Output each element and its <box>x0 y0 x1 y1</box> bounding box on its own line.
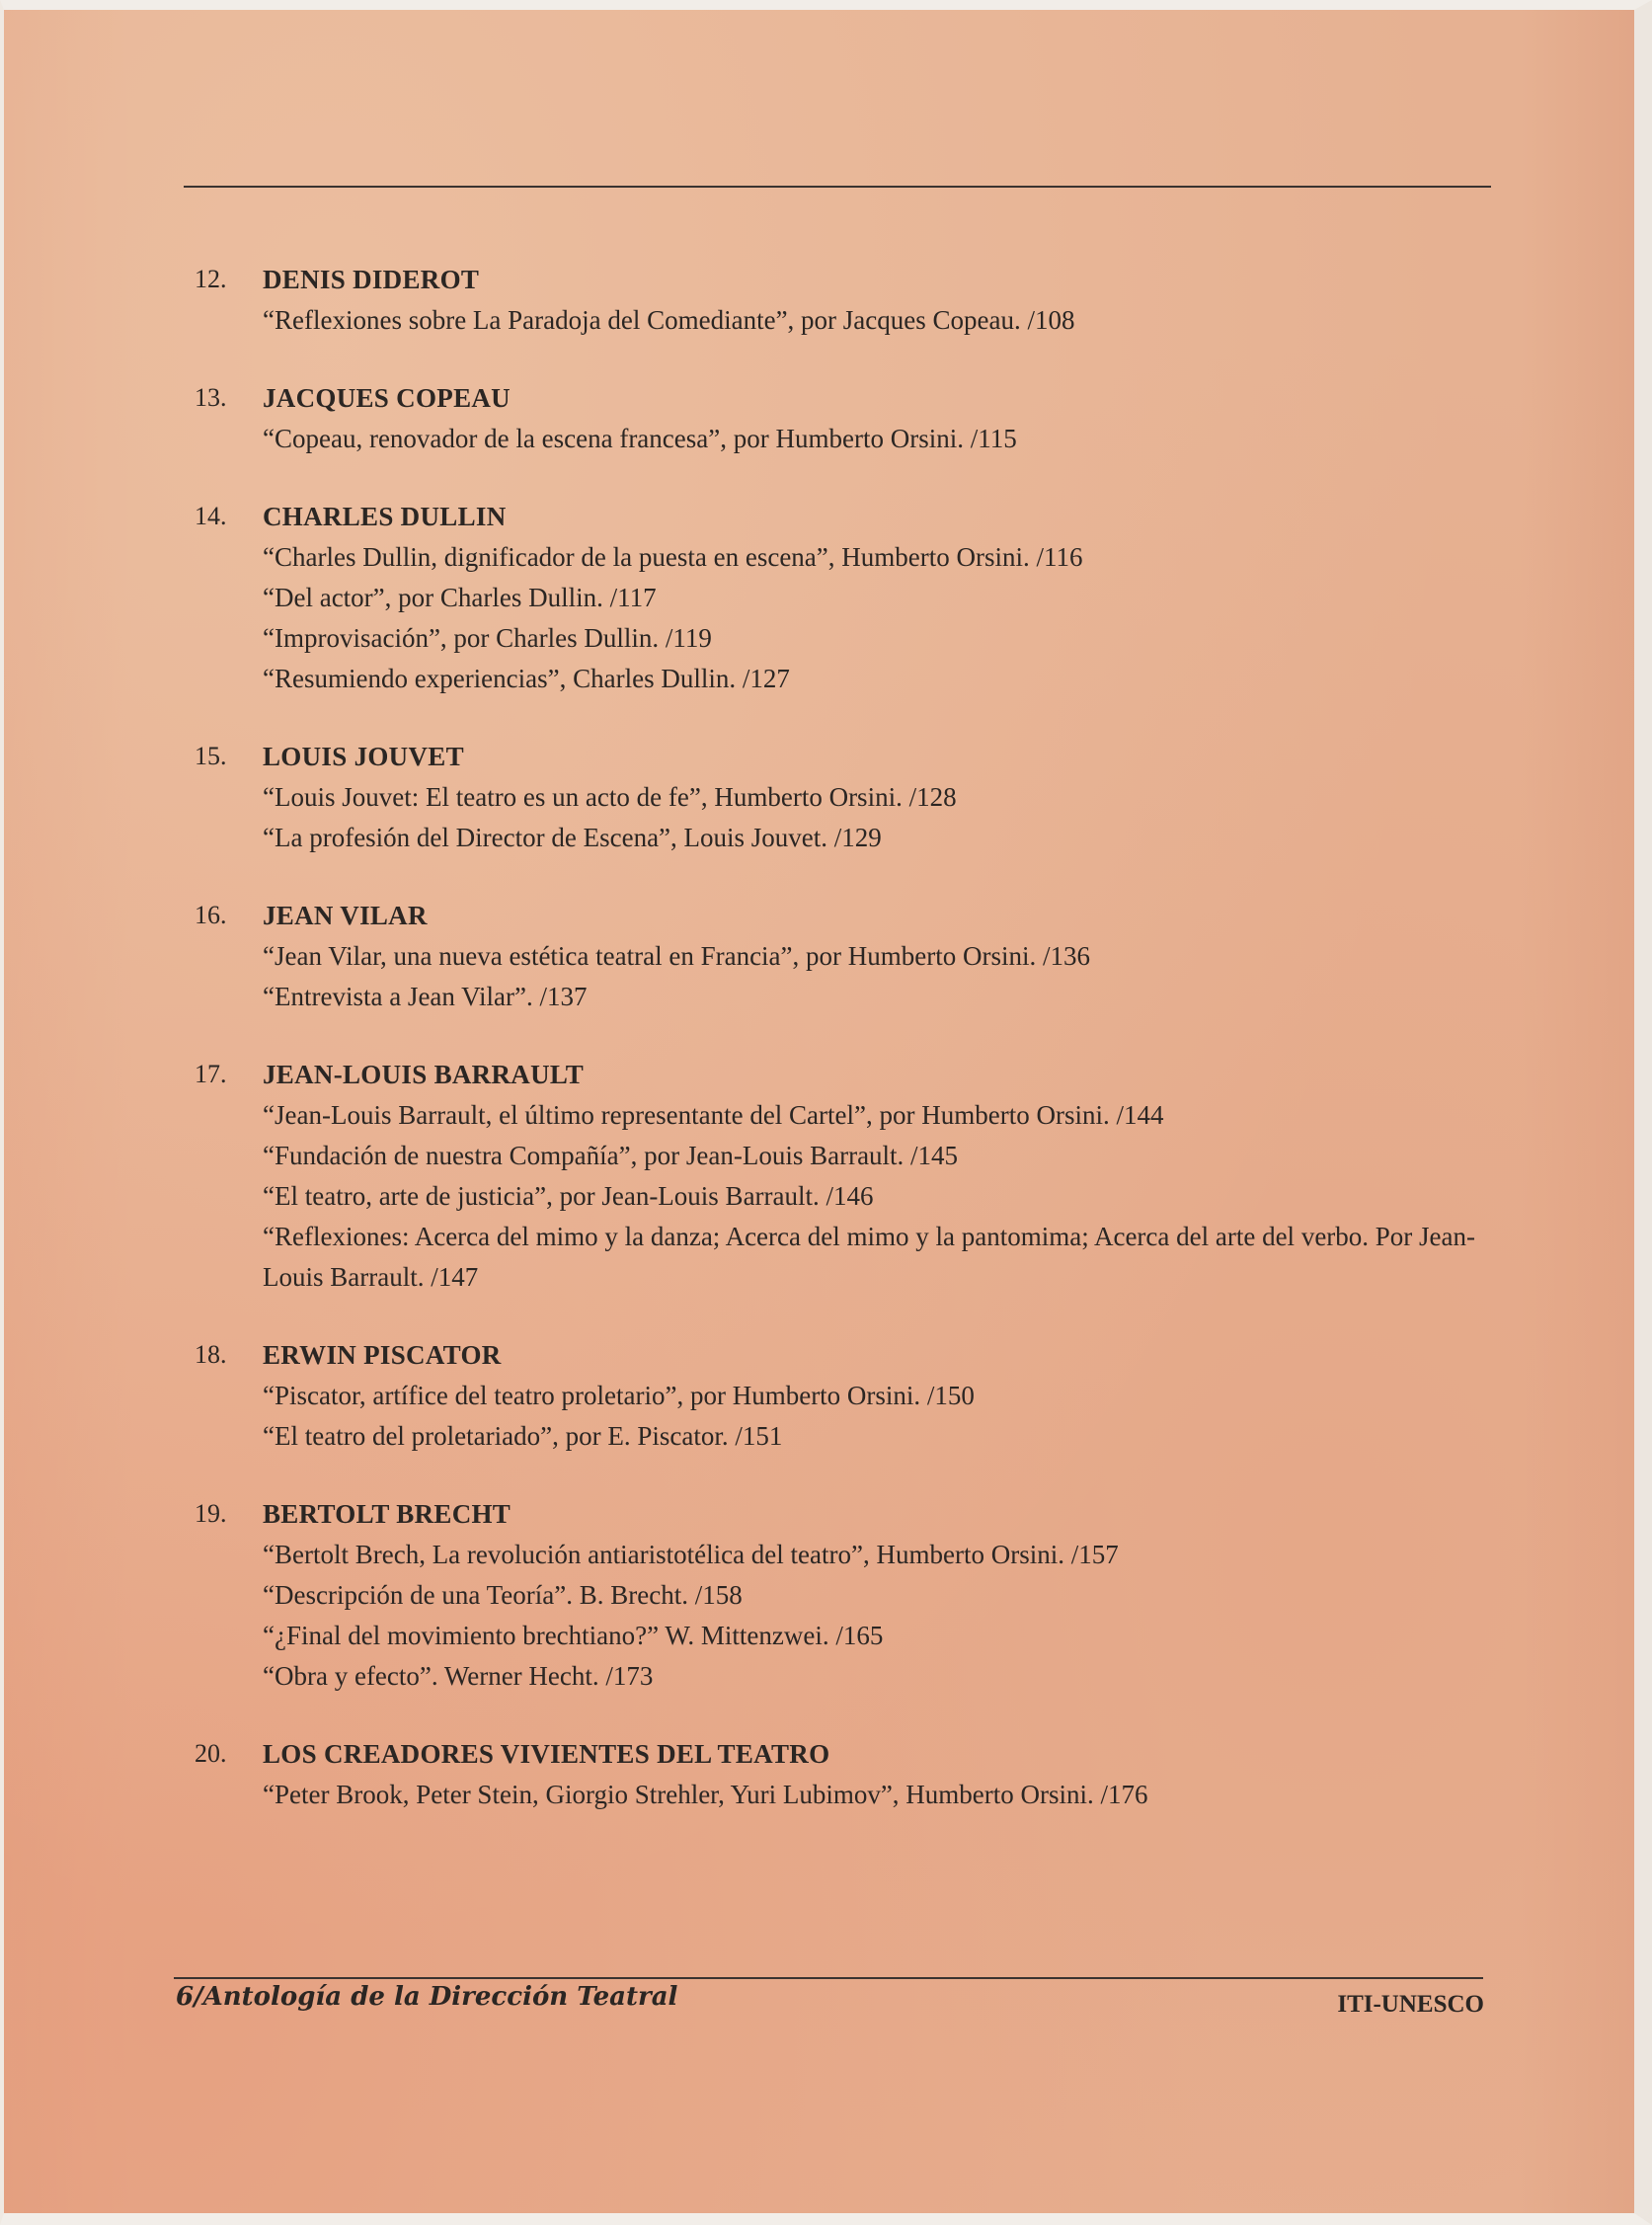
toc-entry-heading <box>0 895 1652 936</box>
toc-entry <box>0 736 1652 858</box>
entry-author-name: DENIS DIDEROT <box>263 265 480 294</box>
entry-author-name: CHARLES DULLIN <box>263 502 507 531</box>
entry-author-name: JEAN VILAR <box>263 901 428 930</box>
entry-article: “Del actor”, por Charles Dullin. /117 <box>263 583 657 612</box>
entry-author-name: JEAN-LOUIS BARRAULT <box>263 1060 585 1089</box>
entry-article: “La profesión del Director de Escena”, Louis Jouvet. /129 <box>263 823 882 852</box>
entry-article: “Bertolt Brech, La revolución antiaristotélica del teatro”, Humberto Orsini. /157 <box>263 1540 1119 1569</box>
toc-entry-heading <box>0 736 1652 777</box>
entry-article: “Jean-Louis Barrault, el último representante del Cartel”, por Humberto Orsini. /144 <box>263 1100 1164 1130</box>
entry-article: “Charles Dullin, dignificador de la puesta en escena”, Humberto Orsini. /116 <box>263 542 1083 572</box>
toc-entry <box>0 1493 1652 1697</box>
entry-article: “El teatro del proletariado”, por E. Piscator. /151 <box>263 1421 783 1451</box>
entry-article: “Reflexiones sobre La Paradoja del Comediante”, por Jacques Copeau. /108 <box>263 305 1075 335</box>
entry-article: “Piscator, artífice del teatro proletario”, por Humberto Orsini. /150 <box>263 1381 975 1410</box>
entry-article: “El teatro, arte de justicia”, por Jean-Louis Barrault. /146 <box>263 1181 874 1211</box>
toc-entry <box>0 895 1652 1017</box>
toc-entry <box>0 377 1652 459</box>
entry-number: 20. <box>195 1739 227 1768</box>
entry-article: “Peter Brook, Peter Stein, Giorgio Strehler, Yuri Lubimov”, Humberto Orsini. /176 <box>263 1780 1148 1809</box>
entry-article: “¿Final del movimiento brechtiano?” W. Mittenzwei. /165 <box>263 1621 884 1650</box>
toc-entry-heading <box>0 377 1652 419</box>
toc-entry <box>0 1334 1652 1457</box>
entry-author-name: ERWIN PISCATOR <box>263 1340 502 1370</box>
footer-book-title: 6/Antología de la Dirección Teatral <box>176 1982 678 2012</box>
entry-article: “Entrevista a Jean Vilar”. /137 <box>263 982 588 1011</box>
entry-number: 16. <box>195 901 227 929</box>
top-rule <box>184 186 1491 188</box>
toc-entry <box>0 1733 1652 1815</box>
toc-entry <box>0 259 1652 341</box>
entry-number: 12. <box>195 265 227 293</box>
toc-entry-heading <box>0 1733 1652 1775</box>
toc-entry-heading <box>0 496 1652 537</box>
entry-article: “Reflexiones: Acerca del mimo y la danza; Acerca del mimo y la pantomima; Acerca del arte del verbo. Por Jean-Louis Barrault. /147 <box>263 1222 1476 1292</box>
entry-article: “Jean Vilar, una nueva estética teatral en Francia”, por Humberto Orsini. /136 <box>263 941 1090 971</box>
entry-number: 14. <box>195 502 227 530</box>
entry-number: 18. <box>195 1340 227 1369</box>
entry-number: 15. <box>195 742 227 770</box>
entry-article: “Copeau, renovador de la escena francesa”, por Humberto Orsini. /115 <box>263 424 1017 453</box>
entry-number: 17. <box>195 1060 227 1088</box>
table-of-contents <box>0 259 1652 1852</box>
entry-article: “Louis Jouvet: El teatro es un acto de fe”, Humberto Orsini. /128 <box>263 782 957 812</box>
toc-entry-heading <box>0 259 1652 300</box>
entry-author-name: LOUIS JOUVET <box>263 742 464 771</box>
toc-entry <box>0 1054 1652 1298</box>
toc-entry-heading <box>0 1493 1652 1535</box>
entry-author-name: LOS CREADORES VIVIENTES DEL TEATRO <box>263 1739 830 1769</box>
entry-number: 19. <box>195 1499 227 1528</box>
entry-author-name: BERTOLT BRECHT <box>263 1499 511 1529</box>
entry-author-name: JACQUES COPEAU <box>263 383 511 413</box>
entry-article: “Improvisación”, por Charles Dullin. /119 <box>263 623 712 653</box>
toc-entry <box>0 496 1652 699</box>
toc-entry-heading <box>0 1334 1652 1376</box>
entry-number: 13. <box>195 383 227 412</box>
entry-article: “Fundación de nuestra Compañía”, por Jean-Louis Barrault. /145 <box>263 1141 959 1170</box>
toc-entry-heading <box>0 1054 1652 1095</box>
entry-article: “Descripción de una Teoría”. B. Brecht. /158 <box>263 1580 743 1610</box>
entry-article: “Resumiendo experiencias”, Charles Dullin. /127 <box>263 664 790 693</box>
footer-publisher: ITI-UNESCO <box>1337 1991 1484 2018</box>
entry-article: “Obra y efecto”. Werner Hecht. /173 <box>263 1661 654 1691</box>
